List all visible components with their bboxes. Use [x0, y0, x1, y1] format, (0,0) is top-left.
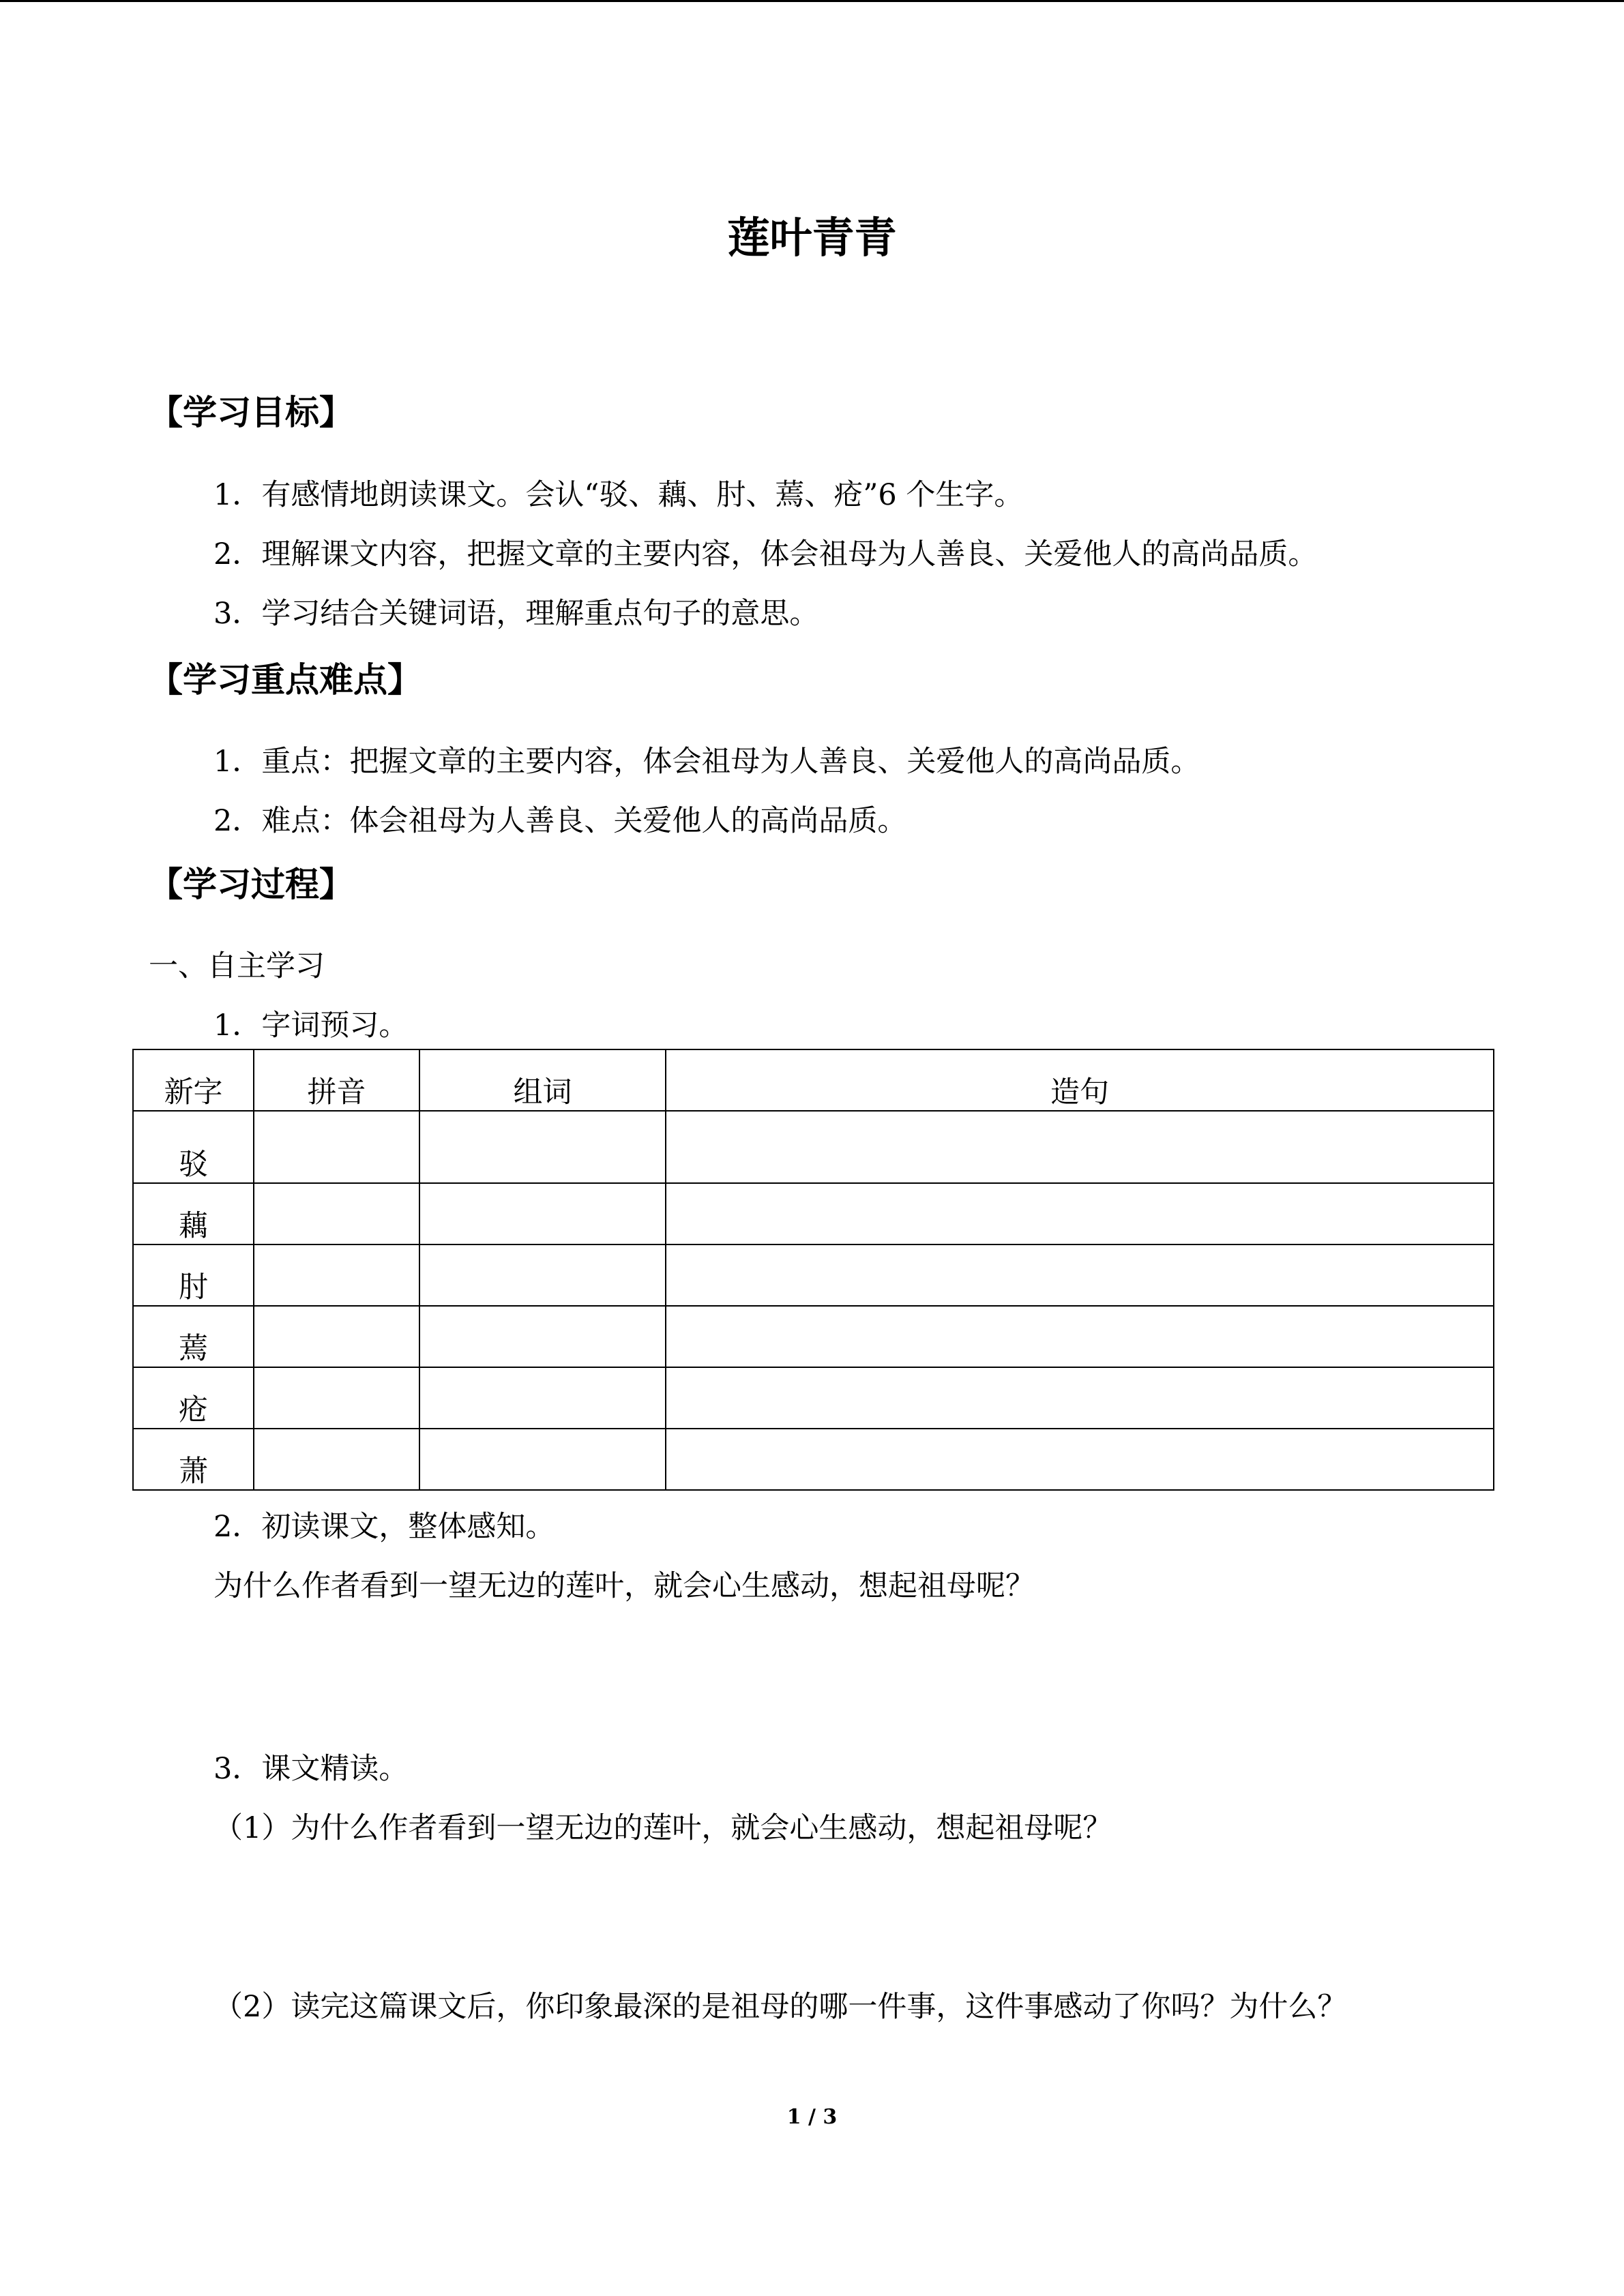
- vocab-table: [132, 1049, 1494, 1491]
- header-word: 组词: [419, 1049, 666, 1111]
- step1-label: 1．字词预习。: [213, 1009, 409, 1043]
- char-cell: 藕: [133, 1183, 254, 1244]
- objective-item-1: 1．有感情地朗读课文。会认“驳、藕、肘、蔫、疮”6 个生字。: [213, 478, 1024, 512]
- step2-question: 为什么作者看到一望无边的莲叶，就会心生感动，想起祖母呢？: [213, 1569, 1035, 1603]
- header-pinyin: 拼音: [254, 1049, 419, 1111]
- key-point-item-2: 2．难点：体会祖母为人善良、关爱他人的高尚品质。: [213, 804, 907, 838]
- pinyin-cell[interactable]: [254, 1183, 419, 1244]
- char-cell: 蔫: [133, 1306, 254, 1367]
- sentence-cell[interactable]: [666, 1244, 1494, 1306]
- word-cell[interactable]: [419, 1111, 666, 1183]
- char-cell: 驳: [133, 1111, 254, 1183]
- question-2: （2）读完这篇课文后，你印象最深的是祖母的哪一件事，这件事感动了你吗？为什么？: [213, 1990, 1347, 2024]
- pinyin-cell[interactable]: [254, 1111, 419, 1183]
- char-cell: 疮: [133, 1367, 254, 1429]
- pinyin-cell[interactable]: [254, 1306, 419, 1367]
- sentence-cell[interactable]: [666, 1429, 1494, 1490]
- char-cell: 萧: [133, 1429, 254, 1490]
- word-cell[interactable]: [419, 1367, 666, 1429]
- question-1: （1）为什么作者看到一望无边的莲叶，就会心生感动，想起祖母呢？: [213, 1811, 1112, 1845]
- table-row: [133, 1183, 1494, 1244]
- word-cell[interactable]: [419, 1244, 666, 1306]
- table-row: [133, 1367, 1494, 1429]
- sentence-cell[interactable]: [666, 1183, 1494, 1244]
- top-border-line: [0, 0, 1624, 2]
- objective-item-3: 3．学习结合关键词语，理解重点句子的意思。: [213, 597, 819, 631]
- pinyin-cell[interactable]: [254, 1244, 419, 1306]
- key-points-heading: 【学习重点难点】: [149, 659, 422, 700]
- step2-label: 2．初读课文，整体感知。: [213, 1510, 555, 1544]
- table-row: [133, 1429, 1494, 1490]
- part1-heading: 一、自主学习: [149, 949, 325, 983]
- table-row: [133, 1111, 1494, 1183]
- pinyin-cell[interactable]: [254, 1367, 419, 1429]
- table-row: [133, 1306, 1494, 1367]
- process-heading: 【学习过程】: [149, 864, 353, 904]
- word-cell[interactable]: [419, 1429, 666, 1490]
- objectives-heading: 【学习目标】: [149, 392, 353, 432]
- step3-label: 3．课文精读。: [213, 1752, 409, 1786]
- sentence-cell[interactable]: [666, 1367, 1494, 1429]
- objective-item-2: 2．理解课文内容，把握文章的主要内容，体会祖母为人善良、关爱他人的高尚品质。: [213, 537, 1318, 571]
- char-cell: 肘: [133, 1244, 254, 1306]
- table-row: [133, 1244, 1494, 1306]
- header-new-char: 新字: [133, 1049, 254, 1111]
- header-sentence: 造句: [666, 1049, 1494, 1111]
- pinyin-cell[interactable]: [254, 1429, 419, 1490]
- sentence-cell[interactable]: [666, 1111, 1494, 1183]
- page-number: 1 / 3: [786, 2105, 838, 2129]
- key-point-item-1: 1．重点：把握文章的主要内容，体会祖母为人善良、关爱他人的高尚品质。: [213, 745, 1200, 779]
- page-title: 莲叶青青: [727, 213, 897, 263]
- table-header-row: [133, 1049, 1494, 1111]
- word-cell[interactable]: [419, 1183, 666, 1244]
- word-cell[interactable]: [419, 1306, 666, 1367]
- sentence-cell[interactable]: [666, 1306, 1494, 1367]
